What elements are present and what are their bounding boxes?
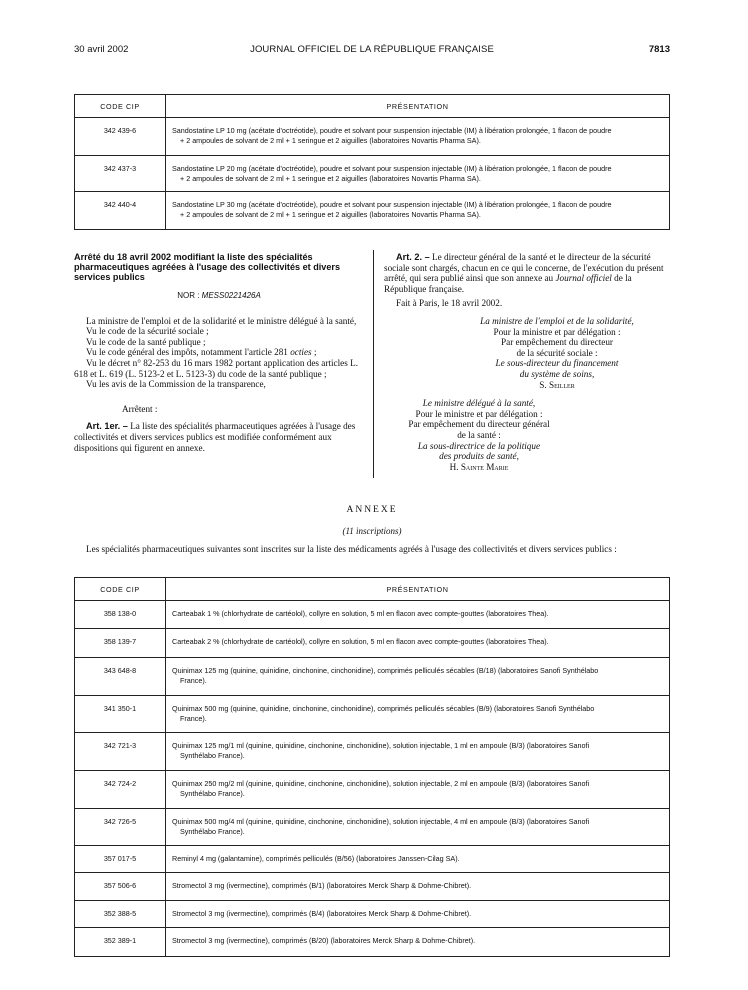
signature-block-1: La ministre de l'emploi et de la solidarité, Pour la ministre et par délégation : Par empêchement du directeur de la sécurité sociale : Le sous-directeur du financement du système de soins, S. Seiller xyxy=(480,315,634,390)
table-row xyxy=(75,873,670,901)
presentation-line-1: Carteabak 1 % (chlorhydrate de cartéolol), collyre en solution, 5 ml en flacon avec compte-gouttes (laboratoires Thea). xyxy=(172,609,549,618)
presentation-line-1: Reminyl 4 mg (galantamine), comprimés pelliculés (B/56) (laboratoires Janssen-Cilag SA). xyxy=(172,854,460,863)
cip-code-cell: 342 724-2 xyxy=(75,771,166,809)
table-row xyxy=(75,192,670,230)
table-row xyxy=(75,809,670,846)
presentation-cell xyxy=(166,658,670,696)
header-page-number: 7813 xyxy=(648,44,670,55)
presentation-line-2: + 2 ampoules de solvant de 2 ml + 1 seringue et 2 aiguilles (laboratoires Novartis Pharma SA). xyxy=(180,210,481,219)
table-row xyxy=(75,601,670,629)
presentation-line-1: Quinimax 125 mg/1 ml (quinine, quinidine, cinchonine, cinchonidine), solution injectable, 1 ml en ampoule (B/3) (laboratoires Sanofi xyxy=(172,741,590,750)
visa-4: Vu le décret n° 82-253 du 16 mars 1982 portant application des articles L. 618 et L. 619 (L. 5123-2 et L. 5123-3) du code de la santé publique ; xyxy=(74,357,359,379)
signature-block-2: Le ministre délégué à la santé, Pour le ministre et par délégation : Par empêchement du directeur général de la santé : La sous-directrice de la politique des produits de santé, H. Sainte Marie xyxy=(408,398,550,472)
preamble: La ministre de l'emploi et de la solidarité et le ministre délégué à la santé, xyxy=(86,315,357,326)
article-1: Art. 1er. – La liste des spécialités pharmaceutiques agréées à l'usage des collectivités et divers services publics est modifiée conformément aux dispositions qui figurent en annexe. xyxy=(74,421,356,453)
table-row xyxy=(75,696,670,733)
table-row xyxy=(75,846,670,873)
table-row xyxy=(75,658,670,696)
cip-code-cell: 358 138-0 xyxy=(75,601,166,629)
presentation-line-1: Stromectol 3 mg (ivermectine), comprimés (B/20) (laboratoires Merck Sharp & Dohme-Chibret). xyxy=(172,936,476,945)
presentation-line-2: + 2 ampoules de solvant de 2 ml + 1 seringue et 2 aiguilles (laboratoires Novartis Pharma SA). xyxy=(180,136,481,145)
column-header-presentation: PRÉSENTATION xyxy=(166,95,670,118)
presentation-line-1: Quinimax 500 mg (quinine, quinidine, cinchonine, cinchonidine), comprimés pelliculés sécables (B/9) (laboratoires Sanofi Synthélabo xyxy=(172,704,595,713)
presentation-cell xyxy=(166,928,670,957)
cip-code-cell: 342 726-5 xyxy=(75,809,166,846)
table-row xyxy=(75,771,670,809)
cip-code-cell: 342 437-3 xyxy=(75,156,166,192)
cip-code-cell: 352 389-1 xyxy=(75,928,166,957)
column-divider xyxy=(373,250,374,478)
presentation-cell xyxy=(166,696,670,733)
presentation-cell xyxy=(166,118,670,156)
page-header xyxy=(74,44,670,58)
presentation-cell xyxy=(166,873,670,901)
presentation-line-1: Stromectol 3 mg (ivermectine), comprimés (B/1) (laboratoires Merck Sharp & Dohme-Chibret). xyxy=(172,881,472,890)
visa-1: Vu le code de la sécurité sociale ; xyxy=(86,326,209,337)
presentation-line-1: Carteabak 2 % (chlorhydrate de cartéolol), collyre en solution, 5 ml en flacon avec compte-gouttes (laboratoires Thea). xyxy=(172,637,549,646)
presentation-line-2: Synthélabo France). xyxy=(180,751,245,760)
presentation-line-2: Synthélabo France). xyxy=(180,827,245,836)
arretent: Arrêtent : xyxy=(122,403,158,414)
annexe-intro: Les spécialités pharmaceutiques suivantes sont inscrites sur la liste des médicaments agréés à l'usage des collectivités et divers services publics : xyxy=(86,544,617,554)
fait-a-paris: Fait à Paris, le 18 avril 2002. xyxy=(396,298,503,309)
presentation-line-1: Stromectol 3 mg (ivermectine), comprimés (B/4) (laboratoires Merck Sharp & Dohme-Chibret). xyxy=(172,909,472,918)
table-row xyxy=(75,901,670,928)
table-header-row xyxy=(75,95,670,118)
table-row xyxy=(75,928,670,957)
decree-title: Arrêté du 18 avril 2002 modifiant la liste des spécialités pharmaceutiques agréées à l'usage des collectivités et divers services publics xyxy=(74,252,341,282)
cip-code-cell: 357 017-5 xyxy=(75,846,166,873)
cip-code-cell: 352 388-5 xyxy=(75,901,166,928)
cip-code-cell: 342 440-4 xyxy=(75,192,166,230)
cip-code-cell: 341 350-1 xyxy=(75,696,166,733)
table-row xyxy=(75,156,670,192)
presentation-line-1: Sandostatine LP 30 mg (acétate d'octréotide), poudre et solvant pour suspension injectable (IM) à libération prolongée, 1 flacon de poudre xyxy=(172,200,612,209)
article-2: Art. 2. – Le directeur général de la santé et le directeur de la sécurité sociale sont chargés, chacun en ce qui le concerne, de l'exécution du présent arrêté, qui sera publié ainsi que son annexe au Journal officiel de la République française. xyxy=(384,252,664,294)
presentation-line-2: + 2 ampoules de solvant de 2 ml + 1 seringue et 2 aiguilles (laboratoires Novartis Pharma SA). xyxy=(180,174,481,183)
left-column xyxy=(74,252,364,453)
bottom-table xyxy=(74,577,670,957)
presentation-cell xyxy=(166,771,670,809)
presentation-line-1: Sandostatine LP 10 mg (acétate d'octréotide), poudre et solvant pour suspension injectable (IM) à libération prolongée, 1 flacon de poudre xyxy=(172,126,612,135)
presentation-cell xyxy=(166,192,670,230)
visa-3: Vu le code général des impôts, notamment l'article 281 octies ; xyxy=(86,347,317,358)
presentation-cell xyxy=(166,156,670,192)
presentation-line-1: Quinimax 125 mg (quinine, quinidine, cinchonine, cinchonidine), comprimés pelliculés sécables (B/18) (laboratoires Sanofi Synthélabo xyxy=(172,666,599,675)
presentation-cell xyxy=(166,809,670,846)
cip-code-cell: 358 139-7 xyxy=(75,629,166,658)
annexe-inscriptions: (11 inscriptions) xyxy=(342,526,402,536)
presentation-cell xyxy=(166,629,670,658)
table-row xyxy=(75,118,670,156)
table-row xyxy=(75,733,670,771)
presentation-line-2: Synthélabo France). xyxy=(180,789,245,798)
nor-value: MESS0221426A xyxy=(201,291,261,300)
right-column xyxy=(384,252,670,472)
top-table xyxy=(74,94,670,230)
presentation-line-1: Quinimax 500 mg/4 ml (quinine, quinidine, cinchonine, cinchonidine), solution injectable, 4 ml en ampoule (B/3) (laboratoires Sanofi xyxy=(172,817,590,826)
presentation-cell xyxy=(166,601,670,629)
column-header-presentation: PRÉSENTATION xyxy=(166,578,670,601)
column-header-code: CODE CIP xyxy=(75,578,166,601)
presentation-line-2: France). xyxy=(180,676,207,685)
presentation-cell xyxy=(166,846,670,873)
presentation-cell xyxy=(166,901,670,928)
presentation-cell xyxy=(166,733,670,771)
column-header-code: CODE CIP xyxy=(75,95,166,118)
presentation-line-1: Sandostatine LP 20 mg (acétate d'octréotide), poudre et solvant pour suspension injectable (IM) à libération prolongée, 1 flacon de poudre xyxy=(172,164,612,173)
table-row xyxy=(75,629,670,658)
presentation-line-1: Quinimax 250 mg/2 ml (quinine, quinidine, cinchonine, cinchonidine), solution injectable, 2 ml en ampoule (B/3) (laboratoires Sanofi xyxy=(172,779,590,788)
cip-code-cell: 357 506-6 xyxy=(75,873,166,901)
cip-code-cell: 343 648-8 xyxy=(75,658,166,696)
cip-code-cell: 342 721-3 xyxy=(75,733,166,771)
visa-2: Vu le code de la santé publique ; xyxy=(86,336,206,347)
header-date: 30 avril 2002 xyxy=(74,44,129,55)
nor-reference xyxy=(74,291,364,302)
cip-code-cell: 342 439-6 xyxy=(75,118,166,156)
annexe-title: ANNEXE xyxy=(346,505,398,515)
header-journal-title: JOURNAL OFFICIEL DE LA RÉPUBLIQUE FRANÇAISE xyxy=(250,44,494,55)
presentation-line-2: France). xyxy=(180,714,207,723)
table-header-row xyxy=(75,578,670,601)
nor-label: NOR : xyxy=(177,291,200,300)
visa-5: Vu les avis de la Commission de la transparence, xyxy=(86,379,266,390)
